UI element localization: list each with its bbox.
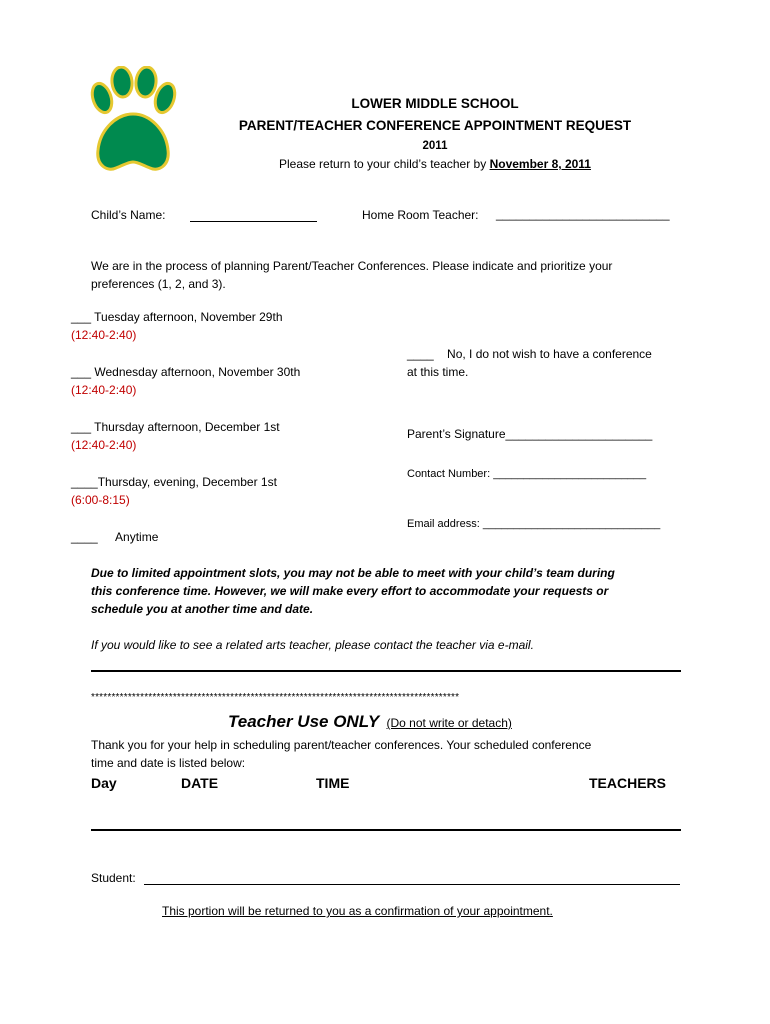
return-instruction (200, 157, 670, 171)
contact-label: Contact Number: (407, 468, 491, 480)
option-label: Thursday, evening, December 1st (97, 475, 277, 489)
student-label: Student: (91, 871, 136, 885)
star-divider: ****************************************************************************************** (91, 692, 460, 703)
thanks-line-1: Thank you for your help in scheduling parent/teacher conferences. Your scheduled conference (91, 738, 592, 752)
option-label: Tuesday afternoon, November 29th (94, 310, 283, 324)
do-not-detach-note: (Do not write or detach) (386, 716, 512, 730)
option-time: (12:40-2:40) (71, 383, 137, 397)
schedule-line (91, 829, 681, 831)
option-blank[interactable]: ____ (71, 530, 98, 544)
contact-number[interactable] (407, 468, 646, 480)
no-conference-blank[interactable]: ____ (407, 347, 434, 361)
teacher-use-heading: Teacher Use ONLY (228, 712, 380, 731)
intro-line-2: preferences (1, 2, and 3). (91, 277, 226, 291)
col-date: DATE (181, 775, 219, 791)
signature-label: Parent’s Signature (407, 427, 506, 441)
option-thursday-afternoon[interactable] (71, 420, 280, 434)
email-label: Email address: (407, 518, 480, 530)
confirmation-footer: This portion will be returned to you as a confirmation of your appointment. (162, 904, 553, 918)
option-blank[interactable]: ___ (71, 365, 92, 379)
notice-line-1: Due to limited appointment slots, you may not be able to meet with your child’s team during (91, 566, 615, 580)
form-title: PARENT/TEACHER CONFERENCE APPOINTMENT REQUEST (238, 118, 632, 133)
option-wednesday[interactable] (71, 365, 300, 379)
contact-blank[interactable]: _________________________ (493, 468, 647, 480)
student-line[interactable] (144, 884, 680, 885)
signature-blank[interactable]: ______________________ (505, 427, 653, 441)
teacher-heading-row (228, 712, 512, 732)
child-name-line[interactable] (190, 221, 317, 222)
homeroom-blank[interactable]: __________________________ (496, 207, 670, 221)
notice-line-2: this conference time. However, we will make every effort to accommodate your requests or (91, 584, 609, 598)
return-date: November 8, 2011 (489, 157, 591, 171)
option-tuesday[interactable] (71, 310, 283, 324)
option-label: Thursday afternoon, December 1st (94, 420, 280, 434)
option-blank[interactable]: ___ (71, 310, 92, 324)
divider-line (91, 670, 681, 672)
option-time: (12:40-2:40) (71, 328, 137, 342)
school-name: LOWER MIDDLE SCHOOL (351, 96, 519, 111)
related-arts-note: If you would like to see a related arts teacher, please contact the teacher via e-mail. (91, 638, 534, 652)
option-label: Anytime (115, 530, 159, 544)
email-blank[interactable]: _____________________________ (482, 518, 661, 530)
col-time: TIME (316, 775, 350, 791)
no-conference-text-2: at this time. (407, 365, 469, 379)
option-label: Wednesday afternoon, November 30th (94, 365, 301, 379)
col-day: Day (91, 775, 117, 791)
option-blank[interactable]: ___ (71, 420, 92, 434)
return-prefix: Please return to your child’s teacher by (279, 157, 487, 171)
option-blank[interactable]: ____ (71, 475, 98, 489)
notice-line-3: schedule you at another time and date. (91, 602, 314, 616)
thanks-line-2: time and date is listed below: (91, 756, 246, 770)
option-anytime[interactable] (71, 530, 158, 544)
email-address[interactable] (407, 518, 660, 530)
no-conference-option[interactable] (407, 347, 652, 361)
child-name-label: Child’s Name: (91, 208, 166, 222)
form-year: 2011 (422, 140, 448, 152)
intro-line-1: We are in the process of planning Parent/Teacher Conferences. Please indicate and prioritize your (91, 259, 613, 273)
option-time: (6:00-8:15) (71, 493, 130, 507)
homeroom-label: Home Room Teacher: (362, 208, 479, 222)
parent-signature[interactable] (407, 427, 652, 441)
col-teachers: TEACHERS (589, 775, 667, 791)
option-thursday-evening[interactable] (71, 475, 277, 489)
no-conference-text: No, I do not wish to have a conference (447, 347, 652, 361)
option-time: (12:40-2:40) (71, 438, 137, 452)
paw-print-icon (88, 66, 178, 176)
